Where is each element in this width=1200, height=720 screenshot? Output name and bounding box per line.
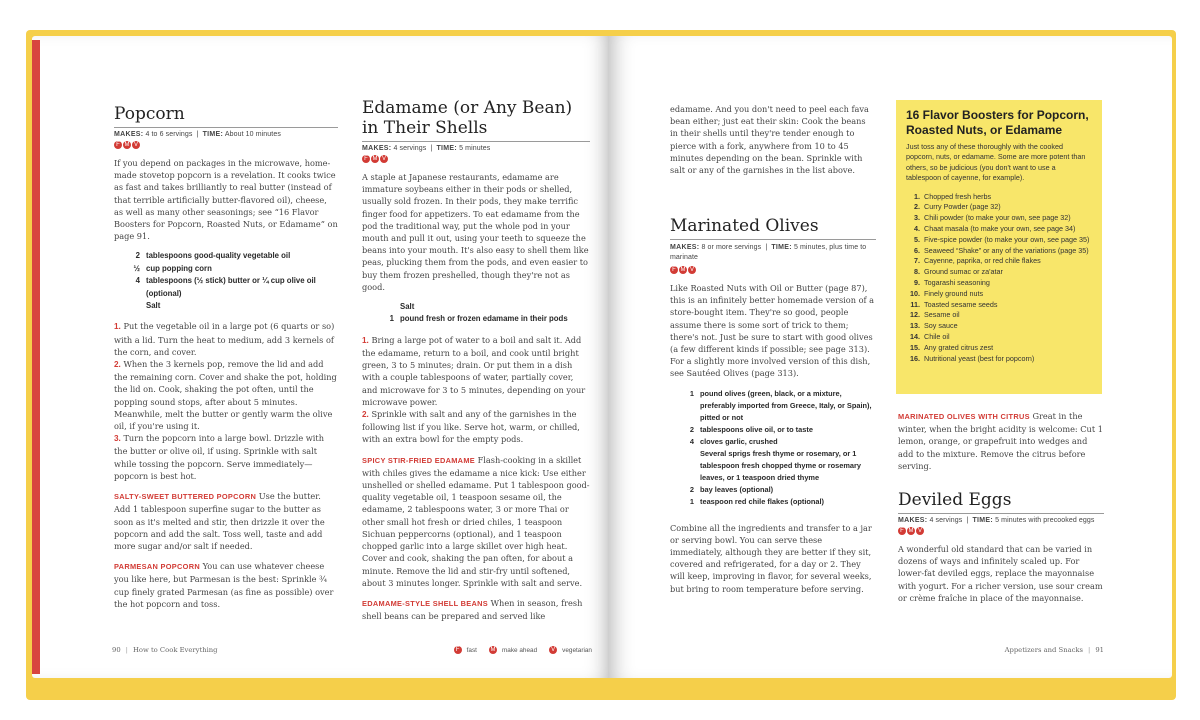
list-item: 1. Chopped fresh herbs [914,191,992,201]
time-value: 5 minutes [459,145,491,152]
citrus-variation: MARINATED OLIVES WITH CITRUS Great in the winter, when the bright acidity is welcome: Cut 1 lemon, orange, or grapefruit into wedges and add to the mixture. Remove the citrus before serving. [898,411,1103,471]
olives-title: Marinated Olives [670,216,819,236]
list-item: 4. Chaat masala (to make your own, see page 34) [914,224,1076,234]
edamame-title: Edamame (or Any Bean) in Their Shells [362,98,573,138]
popcorn-body [114,157,338,242]
edamame-body [362,171,590,293]
vegetarian-badge-icon: V [381,156,386,162]
edamame-recipe [362,98,590,630]
list-item: 3. Chili powder (to make your own, see page 32) [914,213,1071,223]
right-footer: Appetizers and Snacks | 91 [1004,646,1104,654]
ingredient-row: 2 bay leaves (optional) [689,484,774,494]
flavor-list [906,192,1092,365]
ingredient-row: 2 tablespoons good-quality vegetable oil [135,251,291,261]
fast-badge-icon: F [362,155,370,163]
ingredient-row: 4 tablespoons (½ stick) butter or ¼ cup olive oil (optional) [135,276,316,298]
fast-badge-icon: F [454,646,462,654]
variation: PARMESAN POPCORN You can use whatever cheese you like here, but Parmesan is the best: Sprinkle ¾ cup finely grated Parmesan (as fine as possible) over the hot popcorn and toss. [114,561,334,609]
variation: SPICY STIR-FRIED EDAMAME Flash-cooking in a skillet with chiles gives the edamame a nice kick: Use either unshelled or shelled edamame. Put 1 tablespoon good-quality vegetable oil, 1 teaspoon sesame oil, the edamame, 2 tablespoons water, 3 or more Thai or other small hot fresh or dried chiles, 1 teaspoon Sichuan peppercorns (optional), and 1 teaspoon chopped garlic into a large skillet over high heat. Cover and cook, shaking the pan often, for about a minute. Remove the lid and stir-fry until softened, about 3 minutes longer. Sprinkle with salt and serve. [362,454,590,588]
step: 1. Bring a large pot of water to a boil and salt it. Add the edamame, return to a boil, and cook until bright green, 3 to 5 minutes; drain. Or put them in a dish with a couple tablespoons of water, partially cover, and microwave for 3 to 5 minutes, depending on your microwave power. [362,334,586,407]
list-item: 13. Soy sauce [910,321,958,331]
vegetarian-badge-icon: V [133,142,138,148]
time-label: TIME: [771,244,792,251]
edamame-steps [362,334,590,622]
make-ahead-badge-icon: M [372,156,378,162]
list-item: 6. Seaweed “Shake” or any of the variations (page 35) [914,245,1089,255]
time-value: 5 minutes, plus time to marinate [670,244,867,261]
edamame-badges [362,155,590,165]
make-ahead-badge-icon: M [680,267,686,273]
variation: SALTY-SWEET BUTTERED POPCORN Use the butter. Add 1 tablespoon superfine sugar to the butter as soon as it's melted and stir, then drizzle it over the popcorn and add the salt. Toss well, taste and add more sugar and/or salt if needed. [114,491,325,551]
make-ahead-badge-icon: M [908,528,914,534]
sidebar-title: 16 Flavor Boosters for Popcorn, Roasted Nuts, or Edamame [906,108,1089,137]
time-value: 5 minutes with precooked eggs [995,517,1095,524]
time-label: TIME: [202,131,224,138]
edamame-intro: A staple at Japanese restaurants, edamame are immature soybeans either in their pods or shelled, usually sold frozen. In their pods, they make terrific finger food for appetizers. To eat edamame from the pod the traditional way, put the whole pod in your mouth and pull it out, using your teeth to squeeze the beans into your mouth. It's also easy to shell them like peas, plucking them from the pods, and even easier to buy them frozen preshelled, though they're not as good. [362,172,589,292]
book-title: How to Cook Everything [132,646,218,654]
badge-legend: F fast M make ahead V vegetarian [454,646,592,654]
olives-meta: MAKES: 8 or more servings | TIME: 5 minutes, plus time to marinate [670,244,867,261]
variation: EDAMAME-STYLE SHELL BEANS When in season, fresh shell beans can be prepared and served like [362,597,583,622]
list-item: 14. Chile oil [910,331,950,341]
vegetarian-badge-icon: V [551,647,556,653]
flavor-boosters-sidebar [896,100,1102,394]
vegetarian-badge-icon: V [917,528,922,534]
olives-body [670,282,876,380]
edamame-continued: edamame. And you don't need to peel each fava bean either; just eat their skin: Cook the beans in their shells until they're tender enough to pierce with a fork, anywhere from 10 to 45 minutes depending on the bean. Sprinkle with salt or any of the garnishes in the list above. [670,104,869,176]
makes-label: MAKES: [898,517,928,524]
time-value: About 10 minutes [224,131,281,138]
deviled-eggs-intro: A wonderful old standard that can be varied in dozens of ways and infinitely scaled up. For lower-fat deviled eggs, replace the mayonnaise with yogurt. For a richer version, use sour cream or crème fraîche in place of the mayonnaise. [898,544,1103,603]
makes-label: MAKES: [114,131,144,138]
page-number: 90 [112,646,121,654]
deviled-eggs-header [898,490,1104,514]
makes-label: MAKES: [670,244,700,251]
popcorn-intro: If you depend on packages in the microwave, home-made stovetop popcorn is a revelation. It cooks twice as fast and takes brilliantly to real butter (instead of that terrible artificially butter-flavored oil), cheese, as well as many other seasonings; see “16 Flavor Boosters for Popcorn, Roasted Nuts, or Edamame” on page 91. [114,158,338,242]
vegetarian-badge-icon: V [689,267,694,273]
makes-value: 4 to 6 servings [145,131,193,138]
list-item: 8. Ground sumac or za'atar [914,267,1003,277]
list-item: 9. Togarashi seasoning [914,278,990,287]
step: 2. Sprinkle with salt and any of the garnishes in the following list if you like. Serve hot, warm, or chilled, with an extra bowl for the empty pods. [362,409,580,445]
deviled-eggs-body [898,543,1104,604]
ingredient-row: 2 tablespoons olive oil, or to taste [689,424,813,434]
makes-label: MAKES: [362,145,392,152]
fast-badge-icon: F [114,141,122,149]
makes-value: 8 or more servings [701,244,762,251]
make-ahead-badge-icon: M [490,647,496,653]
ingredient-row: Salt [146,301,161,311]
edamame-header [362,98,590,142]
makes-value: 4 servings [393,145,427,152]
list-item: 2. Curry Powder (page 32) [914,202,1001,212]
list-item: 15. Any grated citrus zest [910,342,994,352]
step: 1. Put the vegetable oil in a large pot (6 quarts or so) with a lid. Turn the heat to medium, add 3 kernels of the corn, and cover. [114,321,335,357]
olives-ingredients [670,388,876,508]
olives-intro: Like Roasted Nuts with Oil or Butter (page 87), this is an infinitely better homemade version of a store-bought item. They're so good, people assume there is some sort of trick to them; there's not. Just be sure to start with good olives (a few different kinds if possible; see page 313). For a slightly more involved version of this dish, see Sautéed Olives (page 313). [670,283,875,379]
popcorn-badges [114,141,338,151]
popcorn-steps [114,320,338,609]
popcorn-meta: MAKES: 4 to 6 servings | TIME: About 10 minutes [114,131,281,138]
olives-method: Combine all the ingredients and transfer to a jar or serving bowl. You can serve these immediately, although they are better if they sit, covered and refrigerated, for a day or 2. They will keep, improving in flavor, for several weeks, but bring to room temperature before serving. [670,522,872,594]
ingredient-row: Salt [400,302,415,312]
olives-recipe [670,216,876,603]
list-item: 11. Toasted sesame seeds [910,299,998,309]
edamame-ingredients [362,301,590,326]
left-footer: 90 | How to Cook Everything F fast M make ahead V vegetarian [112,646,592,654]
step: 2. When the 3 kernels pop, remove the lid and add the remaining corn. Cover and shake the pot, holding the lid on. Cook, shaking the pot often, until the popping sound stops, after about 5 minutes. Meanwhile, melt the butter or gently warm the olive oil, if you're using it. [114,359,337,432]
section-name: Appetizers and Snacks [1004,646,1084,654]
popcorn-recipe [114,104,338,618]
make-ahead-badge-icon: M [124,142,130,148]
list-item: 16. Nutritional yeast (best for popcorn) [910,353,1035,363]
time-label: TIME: [972,517,994,524]
ingredient-row: Several sprigs fresh thyme or rosemary, or 1 tablespoon fresh chopped thyme or rosemary leaves, or 1 teaspoon dried thyme [700,448,861,482]
ingredient-row: 1 pound olives (green, black, or a mixture, preferably imported from Greece, Italy, or Spain), pitted or not [689,388,872,422]
left-page-edge-band [32,40,40,674]
ingredient-row: 4 cloves garlic, crushed [689,436,778,446]
time-label: TIME: [436,145,458,152]
popcorn-ingredients [114,250,338,312]
popcorn-title: Popcorn [114,104,185,124]
step: 3. Turn the popcorn into a large bowl. Drizzle with the butter or olive oil, if using. Sprinkle with salt while tossing the popcorn. Serve immediately—popcorn is best hot. [114,433,324,481]
edamame-meta: MAKES: 4 servings | TIME: 5 minutes [362,145,491,152]
sidebar-intro: Just toss any of these thoroughly with the cooked popcorn, nuts, or edamame. Some are more potent than others, so be judicious (you don't want to use a tablespoon of cayenne, for example). [906,142,1086,183]
fast-badge-icon: F [898,527,906,535]
olives-header [670,216,876,240]
fast-badge-icon: F [670,266,678,274]
deviled-eggs-recipe [898,490,1104,612]
olives-badges [670,266,876,276]
list-item: 7. Cayenne, paprika, or red chile flakes [914,256,1041,266]
list-item: 5. Five-spice powder (to make your own, see page 35) [914,234,1090,244]
ingredient-row: 1 teaspoon red chile flakes (optional) [689,496,825,506]
ingredient-row: ½ cup popping corn [133,263,212,273]
popcorn-header [114,104,338,128]
list-item: 10. Finely ground nuts [910,288,984,298]
deviled-eggs-badges [898,527,1104,537]
deviled-eggs-title: Deviled Eggs [898,490,1012,510]
page-number: 91 [1095,646,1104,654]
list-item: 12. Sesame oil [910,310,960,320]
makes-value: 4 servings [929,517,963,524]
deviled-eggs-meta: MAKES: 4 servings | TIME: 5 minutes with precooked eggs [898,517,1095,524]
ingredient-row: 1 pound fresh or frozen edamame in their pods [389,314,568,324]
